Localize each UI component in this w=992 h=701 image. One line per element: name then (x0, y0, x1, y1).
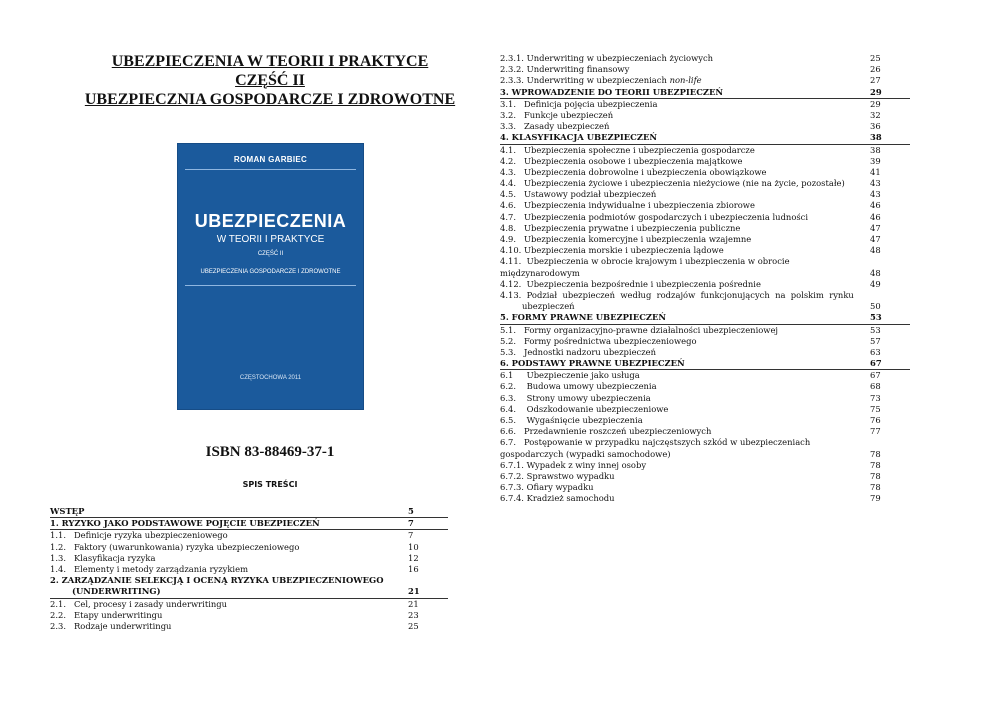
toc-page-number: 32 (870, 109, 881, 120)
toc-entry-text: 5.1. Formy organizacyjno-prawne działalności ubezpieczeniowej (500, 324, 779, 335)
toc-entry-text: 5.3. Jednostki nadzoru ubezpieczeń (500, 346, 656, 357)
toc-entry-title (500, 212, 808, 223)
toc-entry-title (50, 506, 84, 517)
toc-entry-title (500, 336, 697, 347)
toc-page-number: 48 (870, 267, 881, 278)
toc-page-number: 29 (870, 86, 882, 97)
toc-entry-title (500, 245, 724, 256)
toc-entry-row (500, 393, 910, 404)
toc-entry-text: 4.12. Ubezpieczenia bezpośrednie i ubezpieczenia pośrednie (500, 278, 761, 289)
toc-page-number: 67 (870, 358, 882, 369)
toc-page-number: 47 (870, 222, 881, 233)
toc-entry-text: 3.2. Funkcje ubezpieczeń (500, 109, 614, 120)
toc-right-column (500, 53, 910, 505)
toc-page-number: 46 (870, 211, 881, 222)
toc-entry-title (500, 279, 761, 290)
toc-entry-title (50, 575, 400, 597)
toc-entry-title (500, 189, 656, 200)
toc-entry-row (500, 404, 910, 415)
toc-page-number: 76 (870, 415, 881, 426)
toc-entry-title (500, 178, 845, 189)
toc-entry-text: 1. RYZYKO JAKO PODSTAWOWE POJĘCIE UBEZPIECZEŃ (50, 518, 320, 529)
toc-entry-text: 4.5. Ustawowy podział ubezpieczeń (500, 189, 657, 200)
toc-page-number: 12 (408, 552, 419, 563)
toc-entry-title (500, 370, 640, 381)
toc-entry-title (50, 621, 171, 632)
toc-entry-row (500, 200, 910, 211)
toc-entry-text: 4.7. Ubezpieczenia podmiotów gospodarczych i ubezpieczenia ludności (500, 211, 809, 222)
toc-page-number: 43 (870, 189, 881, 200)
toc-page-number: 29 (870, 98, 881, 109)
toc-entry-row (500, 415, 910, 426)
toc-entry-row (500, 460, 910, 471)
toc-page-number: 78 (870, 482, 881, 493)
toc-entry-title (50, 553, 155, 564)
toc-entry-text: 2.3.3. Underwriting w ubezpieczeniach (500, 75, 667, 86)
toc-entry-title (500, 415, 643, 426)
toc-entry-text: 4.13. Podział ubezpieczeń według rodzajów funkcjonujących na polskim rynku (500, 289, 854, 300)
cover-divider-bottom (185, 285, 356, 286)
book-title-line-2: CZĘŚĆ II (235, 72, 305, 89)
cover-topic: UBEZPIECZENIA GOSPODARCZE I ZDROWOTNE (200, 269, 341, 275)
toc-entry-text: 3. WPROWADZENIE DO TEORII UBEZPIECZEŃ (500, 86, 724, 97)
toc-page-number: 41 (870, 166, 881, 177)
toc-entry-title (500, 53, 713, 64)
toc-entry-text: 4.8. Ubezpieczenia prywatne i ubezpieczenia publiczne (500, 222, 741, 233)
cover-divider-top (185, 169, 356, 170)
toc-entry-row (500, 53, 910, 64)
toc-entry-row (500, 347, 910, 358)
cover-city-year: CZĘSTOCHOWA 2011 (239, 375, 302, 381)
toc-entry-text: 3.1. Definicja pojęcia ubezpieczenia (500, 98, 658, 109)
toc-entry-title (500, 75, 702, 86)
toc-entry-text: 3.3. Zasady ubezpieczeń (500, 121, 610, 132)
toc-entry-row (50, 564, 448, 575)
toc-entry-row (500, 189, 910, 200)
toc-entry-text: 1.2. Faktory (uwarunkowania) ryzyka ubezpieczeniowego (50, 541, 300, 552)
isbn: ISBN 83-88469-37-1 (205, 444, 335, 460)
toc-page-number: 25 (870, 53, 881, 63)
toc-entry-text: 6.7. Postępowanie w przypadku najczęstszych szkód w ubezpieczeniach (500, 437, 811, 448)
toc-page-number: 53 (870, 312, 882, 323)
toc-entry-row (500, 256, 910, 278)
toc-entry-continuation: ubezpieczeń (522, 301, 575, 312)
toc-page-number: 57 (870, 335, 881, 346)
toc-page-number: 46 (870, 200, 881, 211)
toc-entry-row (500, 121, 910, 132)
cover-part: CZĘŚĆ II (257, 251, 284, 257)
toc-chapter-row (500, 87, 910, 99)
toc-entry-row (50, 599, 448, 610)
toc-page-number: 26 (870, 64, 881, 75)
toc-page-number: 49 (870, 278, 881, 289)
toc-entry-row (500, 223, 910, 234)
toc-entry-row (500, 336, 910, 347)
toc-entry-title (500, 234, 751, 245)
toc-entry-text: 6.5. Wygaśnięcie ubezpieczenia (500, 415, 643, 426)
toc-entry-text: 6.6. Przedawnienie roszczeń ubezpieczeniowych (500, 426, 712, 437)
toc-entry-title (500, 471, 615, 482)
toc-entry-text: 6.4. Odszkodowanie ubezpieczeniowe (500, 403, 669, 414)
toc-entry-title (500, 121, 609, 132)
toc-entry-row (500, 325, 910, 336)
toc-entry-text: 2.3.2. Underwriting finansowy (500, 64, 630, 75)
toc-entry-row (500, 245, 910, 256)
toc-entry-text: 2. ZARZĄDZANIE SELEKCJĄ I OCENĄ RYZYKA UBEZPIECZENIOWEGO (50, 575, 384, 586)
toc-left-column (50, 506, 448, 632)
toc-entry-row (500, 493, 910, 504)
toc-entry-continuation: międzynarodowym (500, 267, 580, 278)
toc-entry-title (500, 87, 723, 98)
toc-entry-text: 6. PODSTAWY PRAWNE UBEZPIECZEŃ (500, 358, 685, 369)
toc-entry-title (500, 132, 657, 143)
toc-entry-text: 2.2. Etapy underwritingu (50, 609, 163, 620)
toc-entry-text: 1.1. Definicje ryzyka ubezpieczeniowego (50, 530, 228, 541)
toc-entry-title (500, 437, 850, 459)
toc-entry-title (500, 99, 657, 110)
toc-page-number: 79 (870, 493, 881, 504)
toc-page-number: 77 (870, 426, 881, 437)
toc-entry-row (500, 279, 910, 290)
toc-entry-title (50, 518, 320, 529)
book-title-line-1: UBEZPIECZENIA W TEORII I PRAKTYCE (111, 53, 429, 70)
book-cover-image (177, 143, 364, 410)
toc-entry-text: 4.2. Ubezpieczenia osobowe i ubezpieczenia majątkowe (500, 155, 743, 166)
toc-entry-text: 4.11. Ubezpieczenia w obrocie krajowym i ubezpieczenia w obrocie (500, 256, 790, 267)
toc-entry-title (500, 426, 711, 437)
toc-chapter-row (50, 575, 448, 598)
toc-page-number: 7 (408, 530, 414, 541)
toc-entry-text: WSTĘP (50, 506, 85, 516)
toc-page-number: 7 (408, 518, 414, 529)
toc-entry-text: 6.7.3. Ofiary wypadku (500, 482, 594, 493)
toc-page-number: 75 (870, 403, 881, 414)
toc-entry-row (500, 482, 910, 493)
toc-entry-text: 6.7.1. Wypadek z winy innej osoby (500, 459, 647, 470)
book-title (60, 52, 480, 109)
cover-main-title: UBEZPIECZENIA (194, 211, 347, 231)
toc-entry-text: 5. FORMY PRAWNE UBEZPIECZEŃ (500, 312, 667, 323)
toc-chapter-row (50, 506, 448, 518)
toc-entry-row (500, 110, 910, 121)
toc-entry-title (500, 347, 656, 358)
cover-subtitle: W TEORII I PRAKTYCE (216, 234, 325, 245)
right-page (496, 0, 992, 701)
toc-entry-row (50, 542, 448, 553)
toc-entry-text: 6.7.2. Sprawstwo wypadku (500, 470, 615, 481)
toc-entry-text: 5.2. Formy pośrednictwa ubezpieczeniowego (500, 335, 697, 346)
toc-entry-text: 6.7.4. Kradzież samochodu (500, 493, 615, 504)
toc-page-number: 50 (870, 301, 881, 312)
toc-entry-row (50, 621, 448, 632)
toc-entry-title (500, 493, 615, 504)
toc-entry-text: 2.1. Cel, procesy i zasady underwritingu (50, 598, 228, 609)
toc-page-number: 73 (870, 392, 881, 403)
toc-entry-row (50, 610, 448, 621)
toc-entry-title (500, 167, 766, 178)
toc-entry-title (500, 223, 740, 234)
toc-entry-row (500, 212, 910, 223)
toc-entry-text: 4.9. Ubezpieczenia komercyjne i ubezpieczenia wzajemne (500, 234, 752, 244)
toc-entry-title (50, 599, 227, 610)
toc-entry-text: 4.1. Ubezpieczenia społeczne i ubezpieczenia gospodarcze (500, 144, 755, 155)
toc-entry-title (500, 64, 629, 75)
toc-entry-title (500, 358, 685, 369)
toc-heading: SPIS TREŚCI (242, 480, 298, 489)
toc-page-number: 43 (870, 178, 881, 189)
toc-page-number: 16 (408, 563, 419, 574)
toc-entry-row (500, 234, 910, 245)
toc-entry-title (500, 200, 755, 211)
toc-entry-title (500, 460, 646, 471)
toc-entry-title (500, 145, 755, 156)
toc-page-number: 39 (870, 155, 881, 166)
toc-page-number: 21 (408, 598, 419, 609)
toc-entry-text: 6.2. Budowa umowy ubezpieczenia (500, 381, 657, 392)
toc-entry-title (500, 325, 778, 336)
toc-entry-title (50, 542, 299, 553)
toc-entry-row (500, 370, 910, 381)
toc-entry-text: 4.6. Ubezpieczenia indywidualne i ubezpieczenia zbiorowe (500, 200, 755, 211)
toc-entry-title (50, 610, 162, 621)
toc-chapter-row (50, 518, 448, 530)
toc-entry-row (500, 64, 910, 75)
toc-entry-continuation: (UNDERWRITING) (72, 586, 161, 597)
toc-chapter-row (500, 358, 910, 370)
toc-entry-text: 4.3. Ubezpieczenia dobrowolne i ubezpieczenia obowiązkowe (500, 166, 767, 177)
toc-entry-title (500, 393, 651, 404)
toc-page-number: 38 (870, 132, 882, 143)
book-title-line-3: UBEZPIECZNIA GOSPODARCZE I ZDROWOTNE (84, 91, 456, 108)
toc-entry-text: 4. KLASYFIKACJA UBEZPIECZEŃ (500, 132, 657, 143)
toc-entry-text: 1.4. Elementy i metody zarządzania ryzykiem (50, 563, 249, 574)
toc-entry-row (500, 381, 910, 392)
toc-entry-title (500, 156, 743, 167)
toc-page-number: 21 (408, 586, 420, 597)
toc-entry-row (500, 290, 910, 312)
toc-page-number: 10 (408, 541, 419, 552)
toc-entry-title (500, 110, 613, 121)
toc-entry-text: 2.3. Rodzaje underwritingu (50, 620, 172, 631)
toc-entry-row (500, 471, 910, 482)
toc-page-number: 48 (870, 245, 881, 256)
toc-entry-italic: non-life (669, 75, 702, 86)
toc-page-number: 47 (870, 234, 881, 244)
toc-chapter-row (500, 312, 910, 324)
toc-entry-text: 1.3. Klasyfikacja ryzyka (50, 552, 156, 563)
toc-page-number: 23 (408, 609, 419, 620)
toc-page-number: 27 (870, 75, 881, 86)
toc-chapter-row (500, 132, 910, 144)
toc-entry-row (500, 426, 910, 437)
toc-page-number: 78 (870, 459, 881, 470)
toc-entry-text: 6.1 Ubezpieczenie jako usługa (500, 370, 640, 381)
toc-entry-text: 4.10. Ubezpieczenia morskie i ubezpieczenia lądowe (500, 245, 724, 256)
toc-page-number: 36 (870, 121, 881, 132)
toc-entry-row (500, 437, 910, 459)
toc-entry-row (50, 553, 448, 564)
toc-page-number: 78 (870, 448, 881, 459)
toc-entry-title (50, 564, 248, 575)
toc-entry-row (500, 178, 910, 189)
toc-entry-title (500, 482, 594, 493)
toc-entry-title (500, 289, 854, 312)
toc-page-number: 63 (870, 346, 881, 357)
toc-entry-row (50, 530, 448, 541)
toc-entry-continuation: gospodarczych (wypadki samochodowe) (500, 448, 671, 459)
toc-entry-title (50, 530, 228, 541)
toc-page-number: 53 (870, 324, 881, 335)
toc-page-number: 78 (870, 470, 881, 481)
toc-entry-row (500, 145, 910, 156)
toc-entry-title (500, 404, 668, 415)
toc-entry-text: 4.4. Ubezpieczenia życiowe i ubezpieczenia nieżyciowe (nie na życie, pozostałe) (500, 178, 845, 189)
toc-entry-row (500, 156, 910, 167)
cover-author: ROMAN GARBIEC (233, 155, 308, 164)
toc-page-number: 67 (870, 370, 881, 381)
toc-entry-text: 2.3.1. Underwriting w ubezpieczeniach życiowych (500, 53, 714, 63)
toc-entry-title (500, 381, 657, 392)
toc-page-number: 25 (408, 620, 419, 631)
toc-entry-row (500, 75, 910, 86)
toc-entry-text: 6.3. Strony umowy ubezpieczenia (500, 392, 651, 403)
toc-page-number: 38 (870, 144, 881, 155)
toc-page-number: 5 (408, 506, 414, 516)
toc-entry-row (500, 99, 910, 110)
toc-entry-row (500, 167, 910, 178)
toc-page-number: 68 (870, 381, 881, 392)
toc-entry-title (500, 256, 850, 278)
toc-entry-title (500, 312, 666, 323)
